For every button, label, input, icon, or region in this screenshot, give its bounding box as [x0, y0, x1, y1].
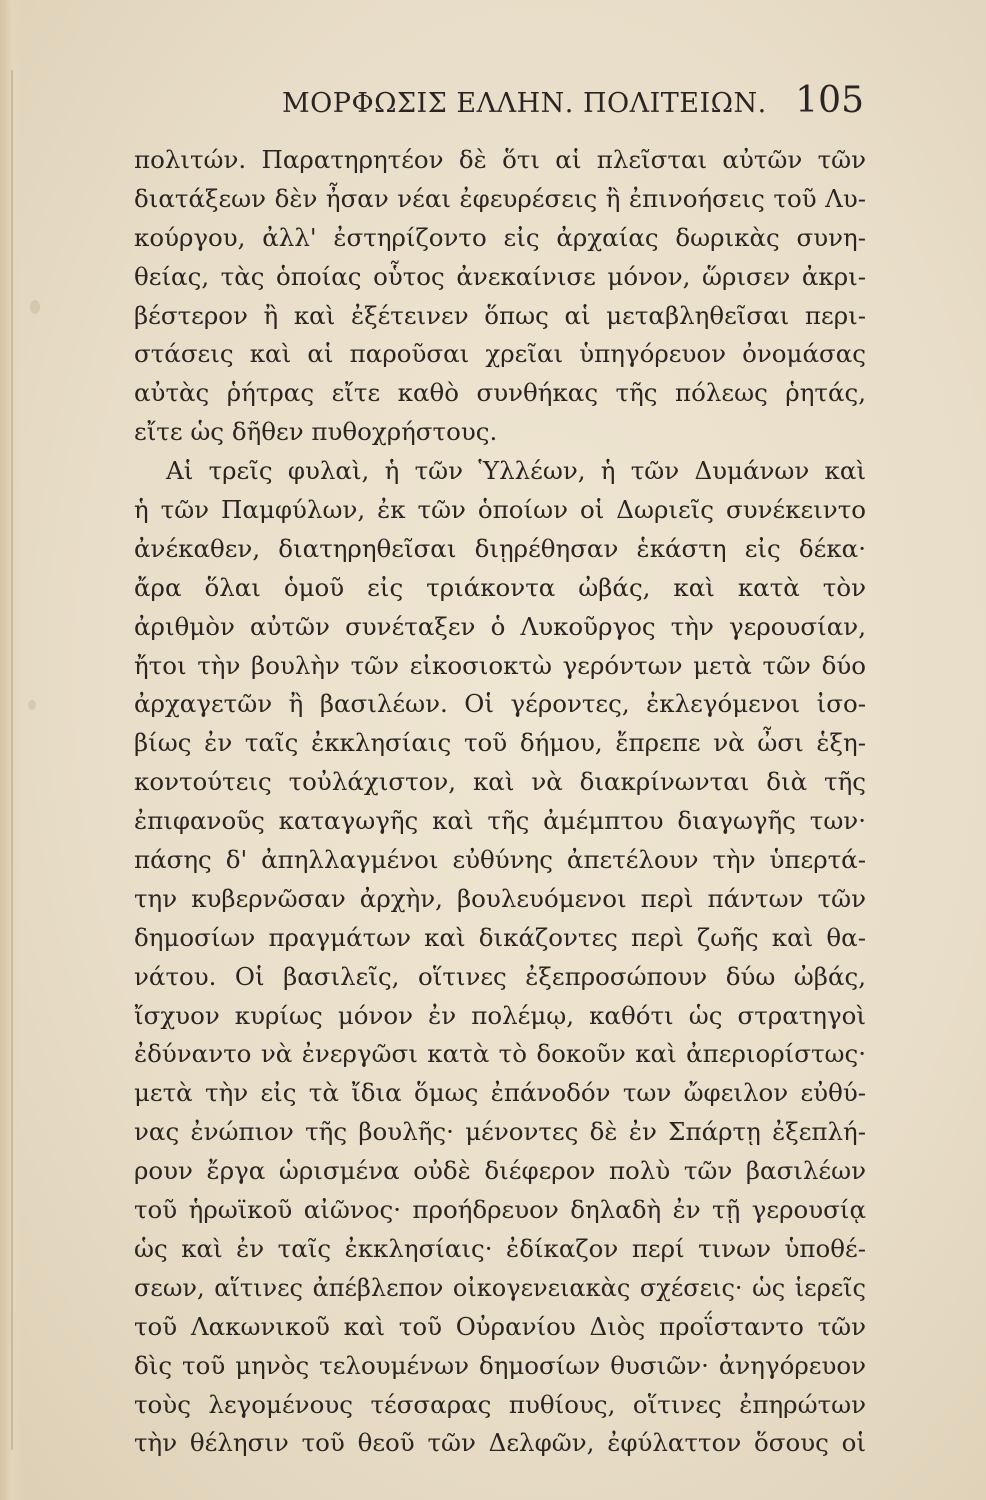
text-line: ρουν ἔργα ὡρισμένα οὐδὲ διέφερον πολὺ τῶν βασιλέων — [134, 1156, 866, 1186]
text-line: βίως ἐν ταῖς ἐκκλησίαις τοῦ δήμου, ἔπρεπε νὰ ὦσι ἑξη- — [134, 728, 866, 758]
text-line: την κυβερνῶσαν ἀρχὴν, βουλευόμενοι περὶ πάντων τῶν — [134, 883, 866, 913]
text-line: βέστερον ἢ καὶ ἐξέτεινεν ὅπως αἱ μεταβληθεῖσαι περι- — [134, 300, 866, 330]
text-line: ἀρχαγετῶν ἢ βασιλέων. Οἱ γέροντες, ἐκλεγόμενοι ἰσο- — [134, 689, 866, 719]
text-line: ἴσχυον κυρίως μόνον ἐν πολέμῳ, καθότι ὡς στρατηγοὶ — [134, 1000, 866, 1030]
text-line: ὡς καὶ ἐν ταῖς ἐκκλησίαις· ἐδίκαζον περί τινων ὑποθέ- — [134, 1233, 866, 1263]
text-line: ἄρα ὅλαι ὁμοῦ εἰς τριάκοντα ὠβάς, καὶ κατὰ τὸν — [134, 572, 866, 602]
text-line: κούργου, ἀλλ' ἐστηρίζοντο εἰς ἀρχαίας δωρικὰς συνη- — [134, 222, 866, 252]
text-line: ἀριθμὸν αὐτῶν συνέταξεν ὁ Λυκοῦργος τὴν γερουσίαν, — [134, 611, 866, 641]
text-line: τοὺς λεγομένους τέσσαρας πυθίους, οἵτινες ἐπηρώτων — [134, 1389, 866, 1419]
text-line: θείας, τὰς ὁποίας οὗτος ἀνεκαίνισε μόνον, ὥρισεν ἀκρι- — [134, 261, 866, 291]
text-line: νας ἐνώπιον τῆς βουλῆς· μένοντες δὲ ἐν Σπάρτῃ ἐξεπλή- — [134, 1117, 866, 1147]
paragraph-2 — [134, 452, 866, 1463]
text-line: ἡ τῶν Παμφύλων, ἐκ τῶν ὁποίων οἱ Δωριεῖς συνέκειντο — [134, 495, 866, 525]
text-line: νάτου. Οἱ βασιλεῖς, οἵτινες ἐξεπροσώπουν δύω ὠβάς, — [134, 961, 866, 991]
text-line: αὐτὰς ῥήτρας εἴτε καθὸ συνθήκας τῆς πόλεως ῥητάς, — [134, 378, 866, 408]
text-line: πάσης δ' ἀπηλλαγμένοι εὐθύνης ἀπετέλουν τὴν ὑπερτά- — [134, 845, 866, 875]
text-line: δὶς τοῦ μηνὸς τελουμένων δημοσίων θυσιῶν· ἀνηγόρευον — [134, 1350, 866, 1380]
text-line: ἀνέκαθεν, διατηρηθεῖσαι διῃρέθησαν ἑκάστη εἰς δέκα· — [134, 533, 866, 563]
text-line: πολιτών. Παρατηρητέον δὲ ὅτι αἱ πλεῖσται αὐτῶν τῶν — [134, 145, 866, 174]
page-number: 105 — [795, 80, 864, 121]
text-line: εἴτε ὡς δῆθεν πυθοχρήστους. — [134, 417, 498, 447]
text-line: δημοσίων πραγμάτων καὶ δικάζοντες περὶ ζωῆς καὶ θα- — [134, 922, 866, 952]
body-text — [134, 141, 866, 1463]
paper-foxing-spot — [30, 300, 40, 314]
text-line: τοῦ Λακωνικοῦ καὶ τοῦ Οὐρανίου Διὸς προΐσταντο τῶν — [134, 1311, 866, 1341]
page-header — [134, 80, 866, 124]
text-line: ἐπιφανοῦς καταγωγῆς καὶ τῆς ἀμέμπτου διαγωγῆς των· — [134, 806, 866, 836]
text-line: Αἱ τρεῖς φυλαὶ, ἡ τῶν Ὑλλέων, ἡ τῶν Δυμάνων καὶ — [166, 456, 866, 486]
text-line: τοῦ ἡρωϊκοῦ αἰῶνος· προήδρευον δηλαδὴ ἐν τῇ γερουσίᾳ — [134, 1195, 866, 1225]
page-binding-crease — [11, 70, 13, 1450]
text-line: στάσεις καὶ αἱ παροῦσαι χρεῖαι ὑπηγόρευον ὀνομάσας — [134, 339, 866, 369]
text-line: σεων, αἵτινες ἀπέβλεπον οἰκογενειακὰς σχέσεις· ὡς ἱερεῖς — [134, 1273, 866, 1302]
text-line: ἤτοι τὴν βουλὴν τῶν εἰκοσιοκτὼ γερόντων μετὰ τῶν δύο — [134, 650, 866, 680]
paper-foxing-spot — [28, 700, 36, 710]
text-line: μετὰ τὴν εἰς τὰ ἴδια ὅμως ἐπάνοδόν των ὤφειλον εὐθύ- — [134, 1078, 866, 1108]
paragraph-1 — [134, 141, 866, 452]
text-line: τὴν θέλησιν τοῦ θεοῦ τῶν Δελφῶν, ἐφύλαττον ὅσους οἱ — [134, 1428, 866, 1458]
running-head: ΜΟΡΦΩΣΙΣ ΕΛΛΗΝ. ΠΟΛΙΤΕΙΩΝ. — [282, 88, 767, 119]
text-line: κοντούτεις τοὐλάχιστον, καὶ νὰ διακρίνωνται διὰ τῆς — [134, 767, 866, 797]
text-line: διατάξεων δὲν ἦσαν νέαι ἐφευρέσεις ἢ ἐπινοήσεις τοῦ Λυ- — [134, 183, 866, 213]
text-line: ἐδύναντο νὰ ἐνεργῶσι κατὰ τὸ δοκοῦν καὶ ἀπεριορίστως· — [134, 1039, 866, 1069]
